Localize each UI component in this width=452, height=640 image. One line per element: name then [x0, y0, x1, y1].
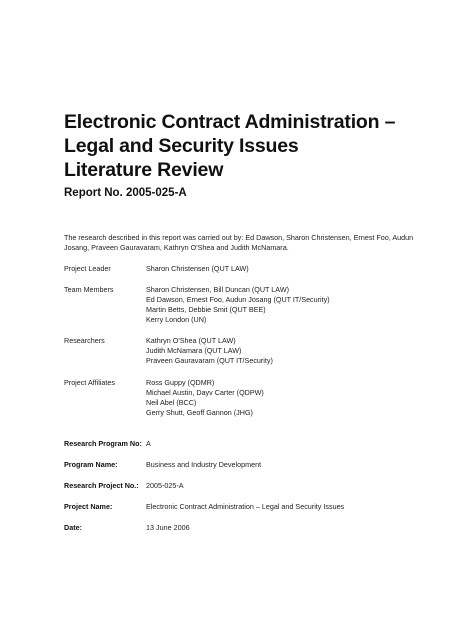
team-member-line: Ed Dawson, Ernest Foo, Audun Josang (QUT IT/Security) — [146, 295, 330, 304]
team-member-line: Martin Betts, Debbie Smit (QUT BEE) — [146, 305, 266, 314]
research-project-no-label: Research Project No.: — [64, 481, 139, 490]
intro-paragraph — [64, 233, 414, 253]
date-label: Date: — [64, 523, 82, 532]
affiliate-line: Michael Austin, Dayv Carter (QDPW) — [146, 388, 264, 397]
project-affiliates-value — [146, 378, 264, 418]
researcher-line: Judith McNamara (QUT LAW) — [146, 346, 242, 355]
researcher-line: Kathryn O'Shea (QUT LAW) — [146, 336, 236, 345]
project-leader-label: Project Leader — [64, 264, 111, 273]
team-member-line: Kerry London (UN) — [146, 315, 207, 324]
project-leader-value — [146, 264, 249, 274]
team-member-line: Sharon Christensen, Bill Duncan (QUT LAW) — [146, 285, 290, 294]
title-line-1: Electronic Contract Administration – — [64, 111, 396, 133]
document-title — [64, 110, 424, 182]
affiliate-line: Neil Abel (BCC) — [146, 398, 197, 407]
program-name-value: Business and Industry Development — [146, 460, 262, 469]
affiliate-line: Gerry Shutt, Geoff Gannon (JHG) — [146, 408, 253, 417]
researchers-label: Researchers — [64, 336, 105, 345]
researchers-value — [146, 336, 273, 366]
program-name-label: Program Name: — [64, 460, 118, 469]
date-value: 13 June 2006 — [146, 523, 190, 532]
intro-line-1: The research described in this report was carried out by: Ed Dawson, Sharon Christensen, Ernest Foo, Audun — [64, 233, 414, 242]
research-program-no-label: Research Program No: — [64, 439, 142, 448]
research-project-no-value: 2005-025-A — [146, 481, 184, 490]
team-members-label: Team Members — [64, 285, 114, 294]
team-members-value — [146, 285, 330, 325]
researcher-line: Praveen Gauravaram (QUT IT/Security) — [146, 356, 273, 365]
title-line-3: Literature Review — [64, 159, 224, 181]
project-name-label: Project Name: — [64, 502, 113, 511]
project-name-value: Electronic Contract Administration – Legal and Security Issues — [146, 502, 345, 511]
affiliate-line: Ross Guppy (QDMR) — [146, 378, 215, 387]
intro-line-2: Josang, Praveen Gauravaram, Kathryn O'Shea and Judith McNamara. — [64, 243, 289, 252]
research-program-no-value: A — [146, 439, 151, 448]
title-line-2: Legal and Security Issues — [64, 135, 299, 157]
project-affiliates-label: Project Affiliates — [64, 378, 116, 387]
project-leader-line: Sharon Christensen (QUT LAW) — [146, 264, 249, 273]
report-number: Report No. 2005-025-A — [64, 187, 187, 199]
